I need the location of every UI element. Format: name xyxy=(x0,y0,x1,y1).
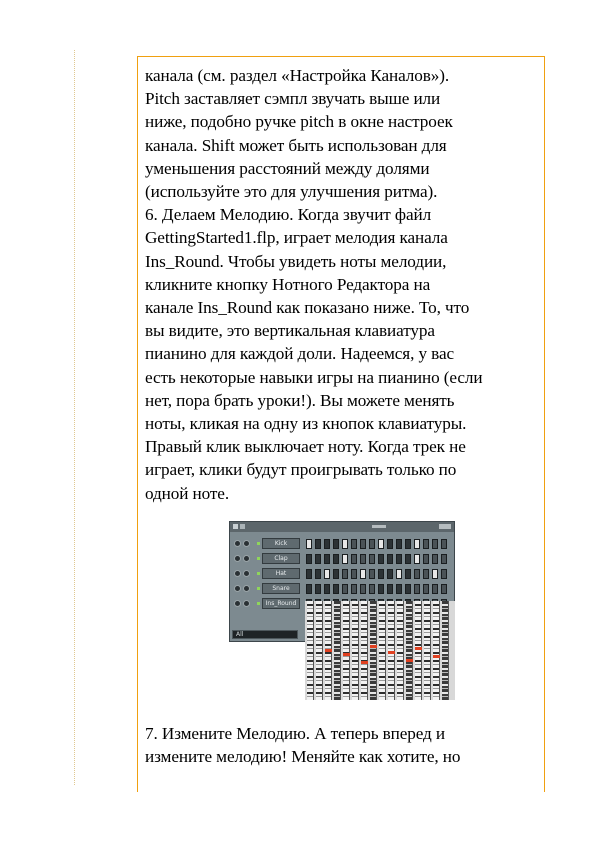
step-button xyxy=(405,584,411,594)
step-button xyxy=(387,539,393,549)
step-button xyxy=(342,554,348,564)
step-button xyxy=(351,584,357,594)
step-button xyxy=(342,584,348,594)
step-button xyxy=(306,539,312,549)
text-line: (используйте это для улучшения ритма). xyxy=(145,182,438,202)
channel-button: Ins_Round xyxy=(262,598,300,609)
text-line: GettingStarted1.flp, играет мелодия канала xyxy=(145,228,448,248)
step-button xyxy=(441,554,447,564)
channel-button: Snare xyxy=(262,583,300,594)
led-icon xyxy=(257,587,260,590)
channel-button: Clap xyxy=(262,553,300,564)
led-icon xyxy=(257,557,260,560)
text-line: играет, клики будут проигрывать только по xyxy=(145,460,457,480)
step-button xyxy=(351,539,357,549)
led-icon xyxy=(257,602,260,605)
step-button xyxy=(423,554,429,564)
text-line: 7. Измените Мелодию. А теперь вперед и xyxy=(145,724,446,743)
step-button xyxy=(333,569,339,579)
text-line: кликните кнопку Нотного Редактора на xyxy=(145,274,431,294)
menu-icon xyxy=(233,524,238,529)
channel-button: Kick xyxy=(262,538,300,549)
knob-icon xyxy=(243,540,250,547)
step-button xyxy=(342,539,348,549)
text-line: Pitch заставляет сэмпл звучать выше или xyxy=(145,89,441,109)
step-button xyxy=(414,539,420,549)
knob-icon xyxy=(234,570,241,577)
piano-key-column xyxy=(424,601,431,700)
note-mark xyxy=(343,653,350,656)
channel-row xyxy=(230,552,454,567)
step-button xyxy=(369,569,375,579)
piano-key-column xyxy=(352,601,359,700)
step-button xyxy=(369,584,375,594)
text-line: вы видите, это вертикальная клавиатура xyxy=(145,321,435,341)
channel-row xyxy=(230,567,454,582)
step-button xyxy=(369,554,375,564)
piano-key-column xyxy=(316,601,323,700)
step-button xyxy=(342,569,348,579)
step-button xyxy=(324,539,330,549)
text-line: уменьшения расстояний между долями xyxy=(145,158,430,178)
note-mark xyxy=(361,661,368,664)
arrow-icon xyxy=(240,524,245,529)
step-button xyxy=(396,554,402,564)
text-line: Правый клик выключает ноту. Когда трек не xyxy=(145,437,466,457)
text-line: канала. Shift может быть использован для xyxy=(145,135,447,155)
note-mark xyxy=(370,645,377,648)
body-text-bottom xyxy=(145,722,540,768)
piano-key-column xyxy=(397,601,404,700)
step-button xyxy=(423,539,429,549)
step-button xyxy=(315,569,321,579)
knob-icon xyxy=(243,570,250,577)
step-button xyxy=(378,539,384,549)
piano-key-column xyxy=(442,601,449,700)
piano-key-column xyxy=(361,601,368,700)
piano-key-column xyxy=(379,601,386,700)
knob-icon xyxy=(243,585,250,592)
text-line: измените мелодию! Меняйте как хотите, но xyxy=(145,747,461,767)
text-line: 6. Делаем Мелодию. Когда звучит файл xyxy=(145,205,432,225)
piano-key-column xyxy=(343,601,350,700)
text-line: ноты, кликая на одну из кнопок клавиатуры. xyxy=(145,414,467,434)
knob-icon xyxy=(234,585,241,592)
knob-icon xyxy=(234,555,241,562)
step-button xyxy=(423,584,429,594)
piano-key-column xyxy=(406,601,413,700)
text-line: Ins_Round. Чтобы увидеть ноты мелодии, xyxy=(145,251,447,271)
step-button xyxy=(414,554,420,564)
step-button xyxy=(333,539,339,549)
channel-row xyxy=(230,582,454,597)
note-mark xyxy=(388,651,395,654)
step-button xyxy=(396,584,402,594)
step-button xyxy=(432,584,438,594)
step-button xyxy=(405,569,411,579)
step-button xyxy=(324,584,330,594)
step-button xyxy=(360,554,366,564)
window-controls-icon xyxy=(439,524,451,529)
step-button xyxy=(333,554,339,564)
step-button xyxy=(315,554,321,564)
text-line: есть некоторые навыки игры на пианино (если xyxy=(145,367,483,387)
knob-icon xyxy=(243,555,250,562)
text-line: канале Ins_Round как показано ниже. То, что xyxy=(145,298,470,318)
piano-key-column xyxy=(334,601,341,700)
step-button xyxy=(315,539,321,549)
note-mark xyxy=(415,647,422,650)
step-button xyxy=(351,569,357,579)
step-button xyxy=(387,554,393,564)
piano-key-column xyxy=(370,601,377,700)
step-button xyxy=(333,584,339,594)
step-button xyxy=(387,584,393,594)
text-line: пианино для каждой доли. Надеемся, у вас xyxy=(145,344,455,364)
text-line: ниже, подобно ручке pitch в окне настроек xyxy=(145,112,453,132)
knob-icon xyxy=(243,600,250,607)
note-mark xyxy=(433,655,440,658)
step-button xyxy=(405,539,411,549)
note-mark xyxy=(406,659,413,662)
step-button xyxy=(414,584,420,594)
led-icon xyxy=(257,572,260,575)
knob-icon xyxy=(234,540,241,547)
step-button xyxy=(396,569,402,579)
step-button xyxy=(315,584,321,594)
step-button xyxy=(378,554,384,564)
step-button xyxy=(432,539,438,549)
step-button xyxy=(414,569,420,579)
sequencer-titlebar xyxy=(230,522,454,532)
step-button xyxy=(324,554,330,564)
step-button xyxy=(441,584,447,594)
step-button xyxy=(378,584,384,594)
step-button xyxy=(351,554,357,564)
text-line: одной ноте. xyxy=(145,483,230,503)
step-button xyxy=(324,569,330,579)
step-button xyxy=(441,569,447,579)
step-button xyxy=(387,569,393,579)
step-button xyxy=(378,569,384,579)
title-label xyxy=(372,525,386,528)
piano-roll-keyboards xyxy=(305,601,455,700)
text-line: нет, пора брать уроки!). Вы можете менять xyxy=(145,390,455,410)
step-button xyxy=(360,569,366,579)
piano-key-column xyxy=(433,601,440,700)
page-margin-line xyxy=(74,50,75,785)
piano-key-column xyxy=(307,601,314,700)
step-button xyxy=(432,554,438,564)
step-button xyxy=(441,539,447,549)
step-button xyxy=(360,539,366,549)
channel-row xyxy=(230,537,454,552)
body-text-top xyxy=(145,64,540,505)
knob-icon xyxy=(234,600,241,607)
step-button xyxy=(306,569,312,579)
step-button xyxy=(432,569,438,579)
step-button xyxy=(360,584,366,594)
channel-filter-select: All xyxy=(232,630,298,639)
piano-key-column xyxy=(415,601,422,700)
step-button xyxy=(306,584,312,594)
text-line: канала (см. раздел «Настройка Каналов»). xyxy=(145,66,450,85)
step-button xyxy=(306,554,312,564)
step-button xyxy=(396,539,402,549)
step-button xyxy=(423,569,429,579)
note-mark xyxy=(325,649,332,652)
step-button xyxy=(369,539,375,549)
step-button xyxy=(405,554,411,564)
channel-button: Hat xyxy=(262,568,300,579)
led-icon xyxy=(257,542,260,545)
